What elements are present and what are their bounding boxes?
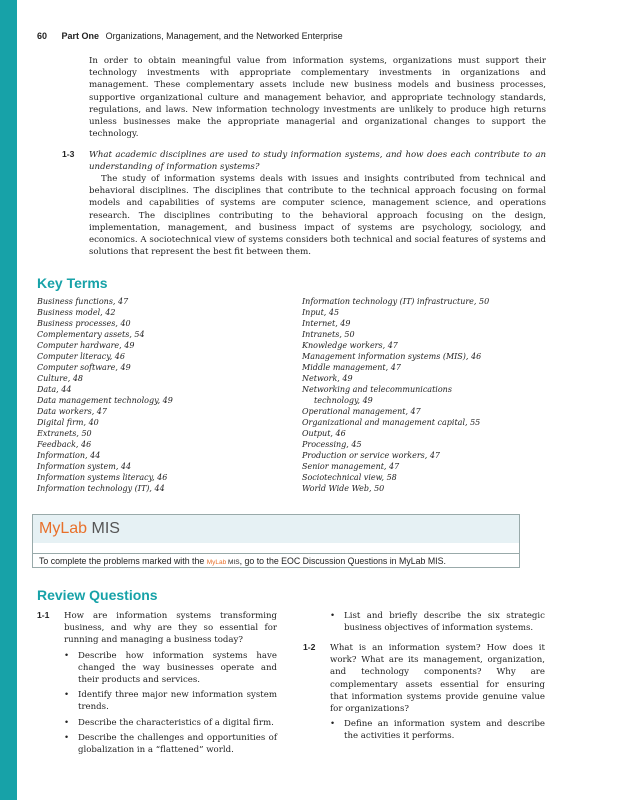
mylab-product: MIS	[91, 520, 120, 537]
key-term: Operational management, 47	[302, 407, 421, 416]
key-term: Culture, 48	[37, 374, 84, 383]
key-term: Computer hardware, 49	[37, 341, 135, 350]
key-term: Intranets, 50	[302, 330, 355, 339]
review-bullets	[64, 650, 277, 757]
mylab-divider	[33, 553, 519, 554]
key-term: Sociotechnical view, 58	[302, 473, 397, 482]
running-header	[37, 31, 343, 41]
review-bullets-continued	[330, 610, 545, 634]
key-term: Information, 44	[37, 451, 101, 460]
key-term: Organizational and management capital, 55	[302, 418, 481, 427]
key-term: World Wide Web, 50	[302, 484, 385, 493]
key-term: technology, 49	[314, 396, 373, 405]
inline-product: MIS	[228, 559, 240, 566]
mylab-box	[32, 514, 520, 568]
key-term: Knowledge workers, 47	[302, 341, 398, 350]
key-term: Output, 46	[302, 429, 346, 438]
bullet-item: • Describe the characteristics of a digital firm.	[64, 717, 277, 729]
review-questions-heading: Review Questions	[37, 587, 158, 603]
review-right-column-top	[330, 610, 545, 634]
key-term: Complementary assets, 54	[37, 330, 145, 339]
key-terms-heading: Key Terms	[37, 275, 108, 291]
key-term: Production or service workers, 47	[302, 451, 441, 460]
part-title: Organizations, Management, and the Networked Enterprise	[105, 31, 343, 41]
key-term: Network, 49	[302, 374, 353, 383]
part-label: Part One	[61, 31, 100, 41]
key-term: Business functions, 47	[37, 297, 129, 306]
key-terms-right-column	[302, 296, 489, 494]
key-term: Processing, 45	[302, 440, 362, 449]
review-question-text: What is an information system? How does it work? What are its management, organization, and technology components? Why are complementary assets essential for ensuring that information systems provide genuine value for organizations?	[330, 643, 545, 715]
key-term: Feedback, 46	[37, 440, 92, 449]
key-term: Senior management, 47	[302, 462, 400, 471]
mylab-instruction	[39, 556, 446, 566]
review-bullets	[330, 718, 545, 742]
review-question-text: How are information systems transforming business, and why are they so essential for running and managing a business today?	[64, 611, 277, 646]
key-term: Business model, 42	[37, 308, 116, 317]
mylab-brand: MyLab	[39, 520, 88, 537]
bullet-item: • Describe the challenges and opportunities of globalization in a “flattened” world.	[64, 732, 277, 756]
review-left-column	[64, 610, 277, 756]
bullet-item: • List and briefly describe the six strategic business objectives of information systems.	[330, 610, 545, 634]
key-term: Extranets, 50	[37, 429, 92, 438]
instruction-text: To complete the problems marked with the	[39, 556, 205, 566]
key-term: Networking and telecommunications	[302, 385, 452, 394]
bullet-item: • Describe how information systems have changed the way businesses operate and their products and services.	[64, 650, 277, 687]
key-term: Business processes, 40	[37, 319, 131, 328]
key-term: Internet, 49	[302, 319, 351, 328]
key-term: Digital firm, 40	[37, 418, 99, 427]
key-term: Data management technology, 49	[37, 396, 173, 405]
key-term: Information systems literacy, 46	[37, 473, 168, 482]
question-number: 1-3	[62, 149, 75, 159]
key-term: Computer literacy, 46	[37, 352, 125, 361]
answer-paragraph: The study of information systems deals with issues and insights contributed from technical and behavioral disciplines. The disciplines that contribute to the technical approach focusing on formal models and capabilities of systems are computer science, management science, and operations research. The disciplines contributing to the behavioral approach focusing on the design, implementation, management, and business impact of systems are psychology, sociology, and economics. A sociotechnical view of systems considers both technical and social features of systems and solutions that represent the best fit between them.	[89, 174, 546, 258]
question-text: What academic disciplines are used to study information systems, and how does each contribute to an understanding of information systems?	[89, 150, 546, 173]
key-term: Computer software, 49	[37, 363, 131, 372]
instruction-text-end: , go to the EOC Discussion Questions in MyLab MIS.	[239, 556, 446, 566]
bullet-item: • Identify three major new information system trends.	[64, 689, 277, 713]
inline-brand: MyLab	[206, 559, 227, 566]
question-number: 1-1	[37, 610, 50, 620]
key-terms-left-column	[37, 296, 173, 494]
key-term: Information technology (IT), 44	[37, 484, 165, 493]
left-color-bar	[0, 0, 17, 800]
key-term: Information technology (IT) infrastructure, 50	[302, 297, 490, 306]
key-term: Information system, 44	[37, 462, 132, 471]
bullet-item: • Define an information system and describe the activities it performs.	[330, 718, 545, 742]
key-term: Data, 44	[37, 385, 72, 394]
mylab-title	[39, 520, 120, 538]
question-number: 1-2	[303, 642, 316, 652]
key-term: Data workers, 47	[37, 407, 107, 416]
review-right-column	[330, 642, 545, 743]
page-number: 60	[37, 31, 48, 41]
intro-paragraph: In order to obtain meaningful value from information systems, organizations must support their technology investments with appropriate complementary investments in organizations and management. These complementary assets include new business models and business processes, supportive organizational culture and management behavior, and appropriate technology standards, regulations, and laws. New information technology investments are unlikely to produce high returns unless businesses make the appropriate managerial and organizational changes to support the technology.	[89, 56, 546, 140]
key-term: Middle management, 47	[302, 363, 401, 372]
mylab-inline-logo	[207, 559, 240, 566]
key-term: Input, 45	[302, 308, 340, 317]
key-term: Management information systems (MIS), 46	[302, 352, 482, 361]
